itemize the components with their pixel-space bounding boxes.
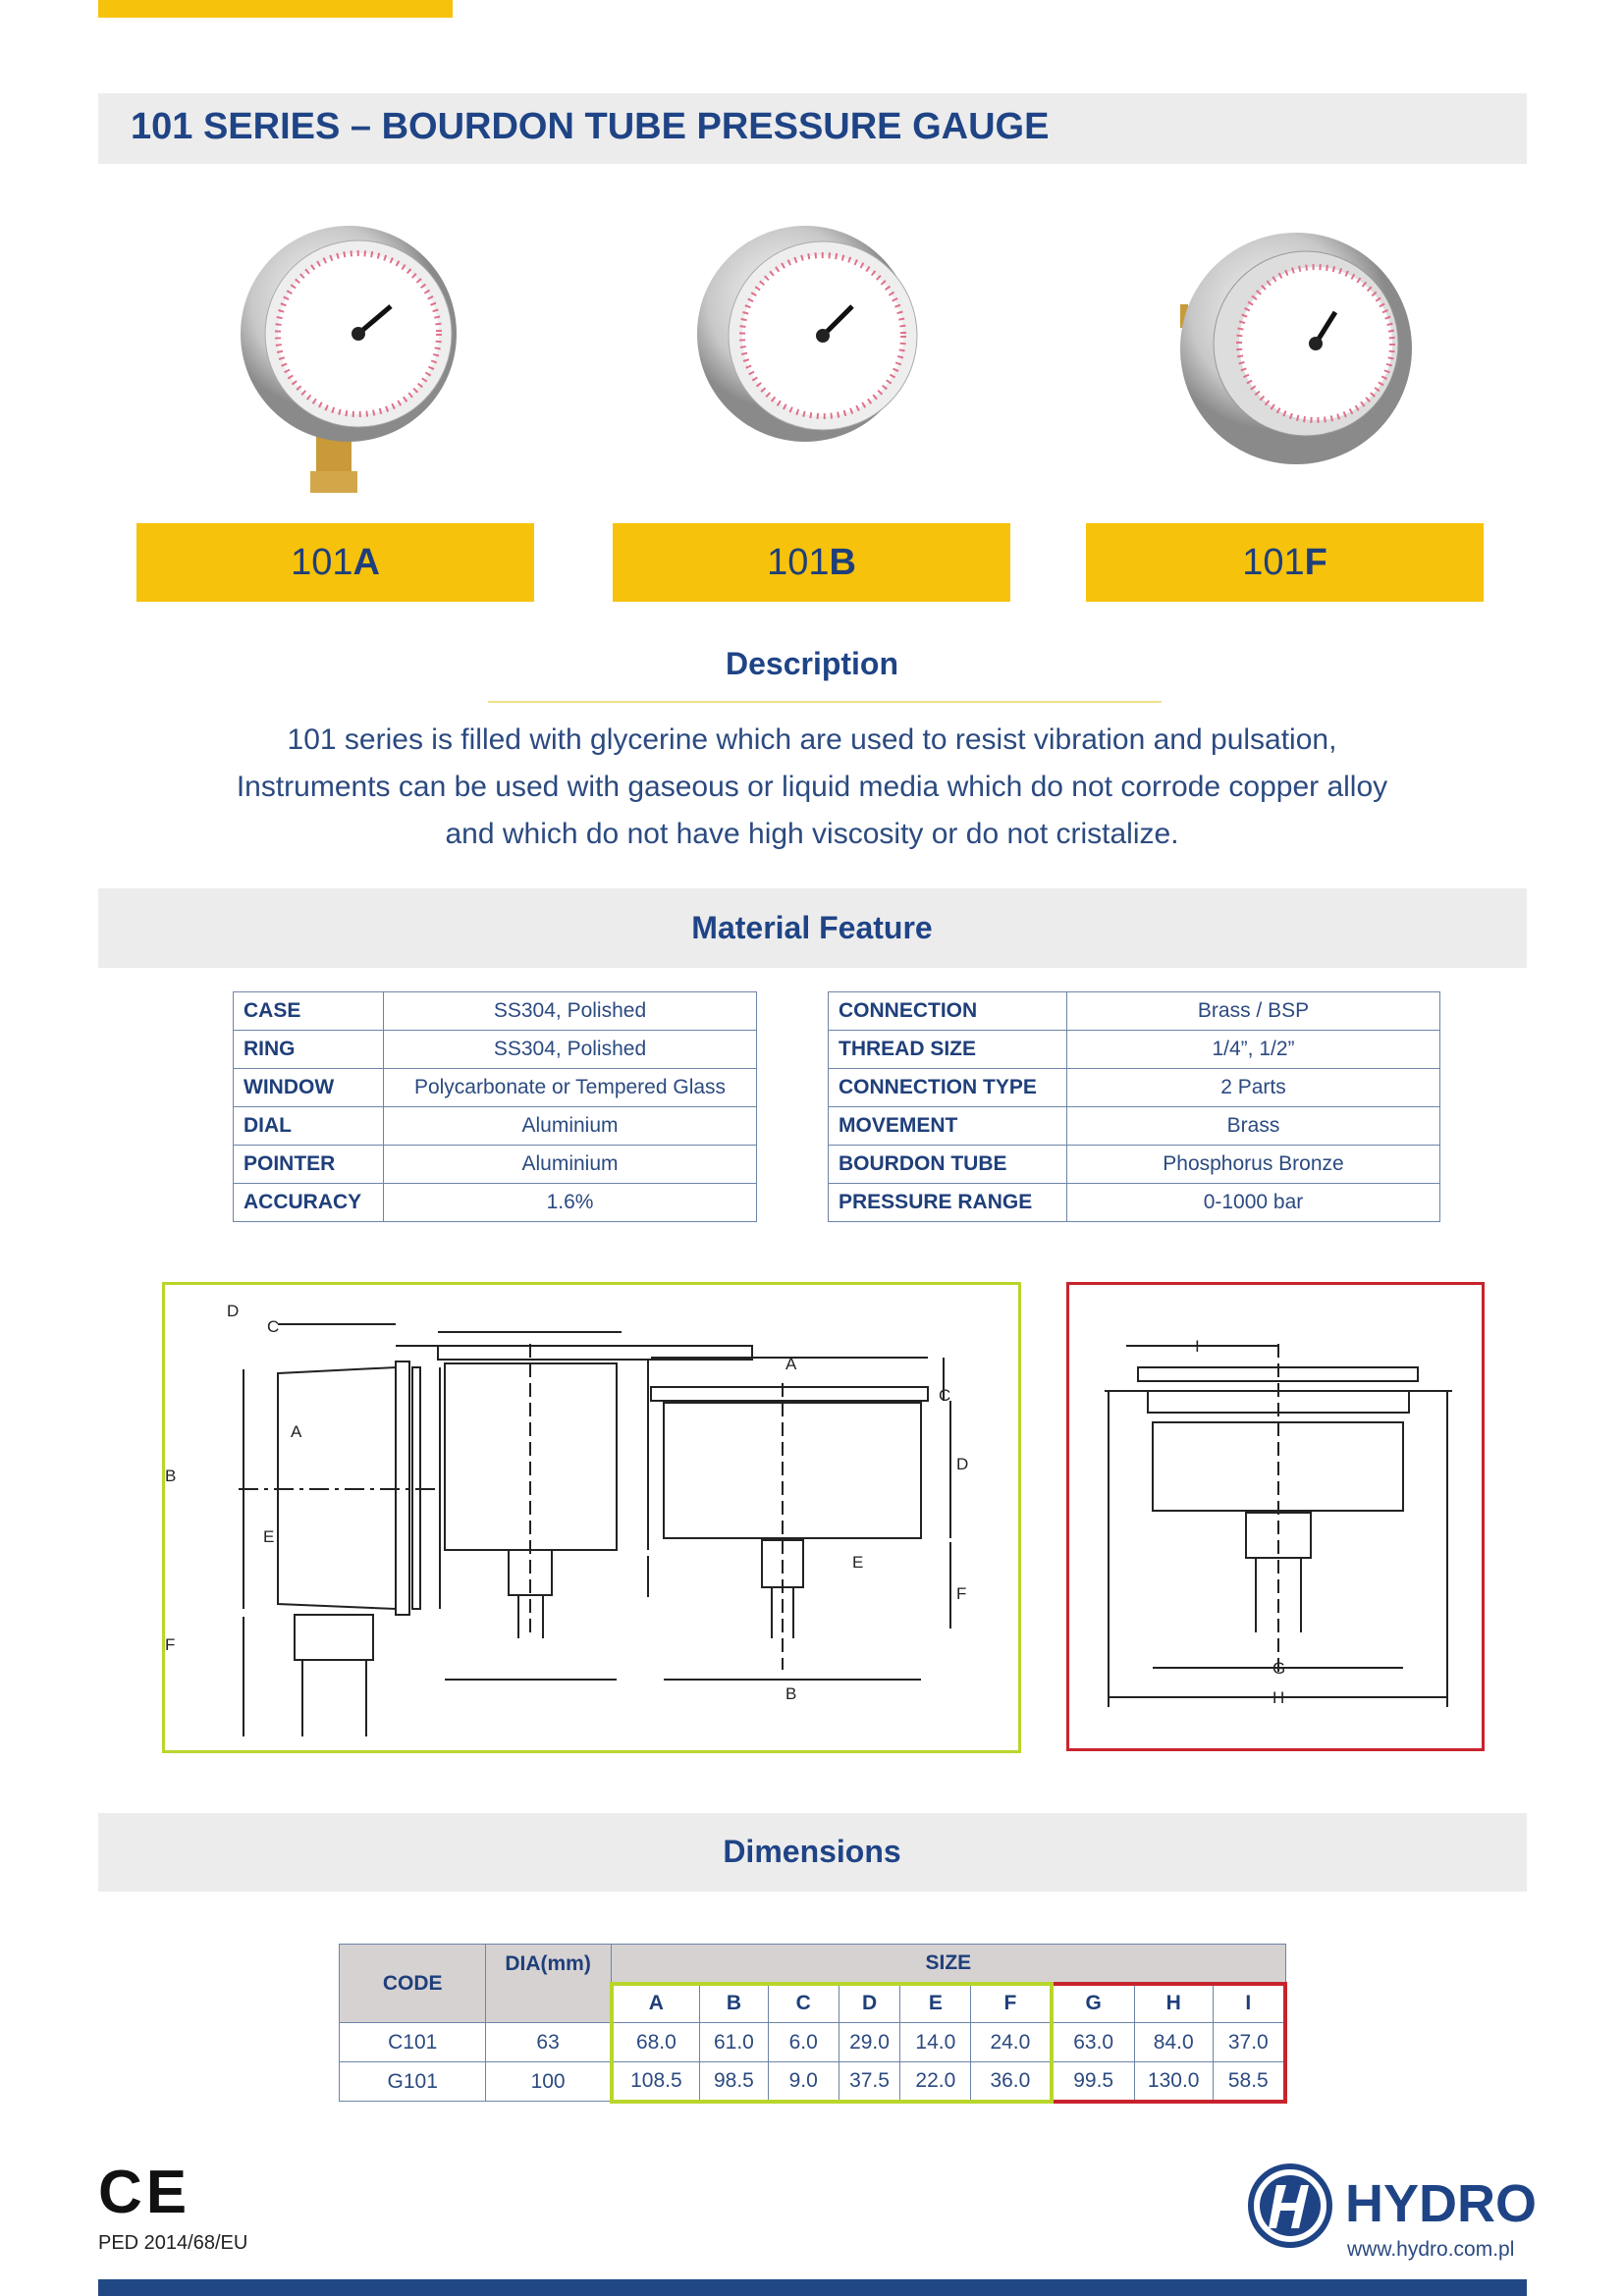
material-row: [234, 1031, 757, 1069]
size-value: 37.5: [839, 2062, 900, 2102]
product-images: [0, 196, 1624, 510]
page-title: 101 SERIES – BOURDON TUBE PRESSURE GAUGE: [131, 106, 1050, 147]
row-code: G101: [340, 2062, 486, 2102]
size-value: 37.0: [1213, 2023, 1285, 2062]
description-line: and which do not have high viscosity or do not cristalize.: [445, 818, 1179, 850]
material-table-right: [828, 991, 1440, 1222]
size-value: 22.0: [900, 2062, 971, 2102]
size-value: 68.0: [612, 2023, 700, 2062]
material-value: 1.6%: [384, 1184, 757, 1222]
size-value: 24.0: [971, 2023, 1052, 2062]
label-e: E: [263, 1527, 275, 1546]
size-col-e: E: [900, 1984, 971, 2023]
material-key: BOURDON TUBE: [829, 1146, 1067, 1184]
dimensions-table: [339, 1944, 1287, 2104]
header-size: SIZE: [612, 1945, 1285, 1984]
material-key: CONNECTION TYPE: [829, 1069, 1067, 1107]
label-prefix: 101: [767, 541, 830, 583]
description-text: [0, 717, 1624, 858]
size-col-b: B: [700, 1984, 769, 2023]
material-key: CONNECTION: [829, 992, 1067, 1031]
material-key: MOVEMENT: [829, 1107, 1067, 1146]
size-col-c: C: [768, 1984, 839, 2023]
size-col-g: G: [1052, 1984, 1135, 2023]
hydro-brand: HYDRO: [1345, 2174, 1538, 2233]
material-value: Aluminium: [384, 1107, 757, 1146]
material-row: [829, 1146, 1440, 1184]
material-value: Aluminium: [384, 1146, 757, 1184]
label-suffix: B: [829, 541, 856, 583]
material-value: 1/4”, 1/2”: [1067, 1031, 1440, 1069]
product-label-101a: [136, 523, 534, 602]
material-key: PRESSURE RANGE: [829, 1184, 1067, 1222]
size-col-d: D: [839, 1984, 900, 2023]
gauge-101f-image: [1180, 233, 1412, 464]
label-c: C: [939, 1386, 951, 1405]
dimension-row: [340, 2023, 1286, 2062]
size-value: 36.0: [971, 2062, 1052, 2102]
label-a: A: [291, 1422, 302, 1441]
material-row: [829, 992, 1440, 1031]
material-key: THREAD SIZE: [829, 1031, 1067, 1069]
label-prefix: 101: [1242, 541, 1305, 583]
description-heading: Description: [725, 646, 899, 681]
material-row: [234, 1107, 757, 1146]
size-col-f: F: [971, 1984, 1052, 2023]
material-row: [234, 1069, 757, 1107]
material-key: WINDOW: [234, 1069, 384, 1107]
material-value: SS304, Polished: [384, 992, 757, 1031]
material-value: Polycarbonate or Tempered Glass: [384, 1069, 757, 1107]
header-dia: DIA(mm): [486, 1945, 612, 2023]
size-value: 98.5: [700, 2062, 769, 2102]
material-value: SS304, Polished: [384, 1031, 757, 1069]
size-value: 6.0: [768, 2023, 839, 2062]
material-value: 2 Parts: [1067, 1069, 1440, 1107]
material-row: [234, 992, 757, 1031]
product-label-101f: [1086, 523, 1484, 602]
size-value: 14.0: [900, 2023, 971, 2062]
size-value: 29.0: [839, 2023, 900, 2062]
size-value: 58.5: [1213, 2062, 1285, 2102]
size-col-a: A: [612, 1984, 700, 2023]
description-line: Instruments can be used with gaseous or liquid media which do not corrode copper alloy: [236, 771, 1388, 803]
footer-bar: [98, 2279, 1527, 2296]
label-suffix: A: [352, 541, 380, 583]
dimensions-heading: Dimensions: [723, 1834, 901, 1869]
material-row: [829, 1069, 1440, 1107]
material-row: [829, 1184, 1440, 1222]
size-value: 108.5: [612, 2062, 700, 2102]
size-value: 9.0: [768, 2062, 839, 2102]
description-divider: [488, 701, 1162, 703]
material-value: Brass: [1067, 1107, 1440, 1146]
dimension-row: [340, 2062, 1286, 2102]
material-value: Phosphorus Bronze: [1067, 1146, 1440, 1184]
size-value: 130.0: [1134, 2062, 1213, 2102]
hydro-logo-icon: [1247, 2163, 1335, 2248]
size-value: 61.0: [700, 2023, 769, 2062]
website-link[interactable]: www.hydro.com.pl: [1347, 2238, 1515, 2261]
label-a: A: [785, 1355, 797, 1373]
label-f: F: [956, 1584, 967, 1603]
top-accent-bar: [98, 0, 453, 18]
material-heading: Material Feature: [691, 910, 933, 945]
material-table-left: [233, 991, 757, 1222]
label-e: E: [852, 1553, 864, 1572]
label-f: F: [165, 1635, 176, 1654]
material-key: RING: [234, 1031, 384, 1069]
label-b: B: [785, 1684, 797, 1703]
label-i: I: [1195, 1337, 1200, 1356]
label-suffix: F: [1304, 541, 1327, 583]
row-code: C101: [340, 2023, 486, 2062]
gauge-101a-image: [241, 226, 457, 493]
label-d: D: [956, 1455, 969, 1473]
description-line: 101 series is filled with glycerine which are used to resist vibration and pulsation,: [287, 723, 1337, 756]
product-label-101b: [613, 523, 1010, 602]
gauge-101b-image: [697, 226, 917, 442]
size-col-h: H: [1134, 1984, 1213, 2023]
material-row: [234, 1146, 757, 1184]
material-value: 0-1000 bar: [1067, 1184, 1440, 1222]
header-code: CODE: [340, 1945, 486, 2023]
drawing-overlay: [165, 1285, 1018, 1750]
ped-text: PED 2014/68/EU: [98, 2232, 248, 2254]
label-h: H: [1272, 1688, 1285, 1707]
label-c: C: [267, 1317, 280, 1336]
label-prefix: 101: [291, 541, 353, 583]
material-key: POINTER: [234, 1146, 384, 1184]
dimension-drawing-flange: [1066, 1282, 1485, 1751]
material-key: DIAL: [234, 1107, 384, 1146]
size-value: 84.0: [1134, 2023, 1213, 2062]
material-value: Brass / BSP: [1067, 992, 1440, 1031]
label-d: D: [227, 1302, 240, 1320]
row-dia: 100: [486, 2062, 612, 2102]
label-g: G: [1272, 1659, 1286, 1678]
ce-mark: CE: [98, 2159, 191, 2226]
row-dia: 63: [486, 2023, 612, 2062]
material-row: [829, 1107, 1440, 1146]
size-value: 99.5: [1052, 2062, 1135, 2102]
material-key: ACCURACY: [234, 1184, 384, 1222]
material-row: [234, 1184, 757, 1222]
size-value: 63.0: [1052, 2023, 1135, 2062]
material-key: CASE: [234, 992, 384, 1031]
label-b: B: [165, 1467, 177, 1485]
material-row: [829, 1031, 1440, 1069]
size-col-i: I: [1213, 1984, 1285, 2023]
